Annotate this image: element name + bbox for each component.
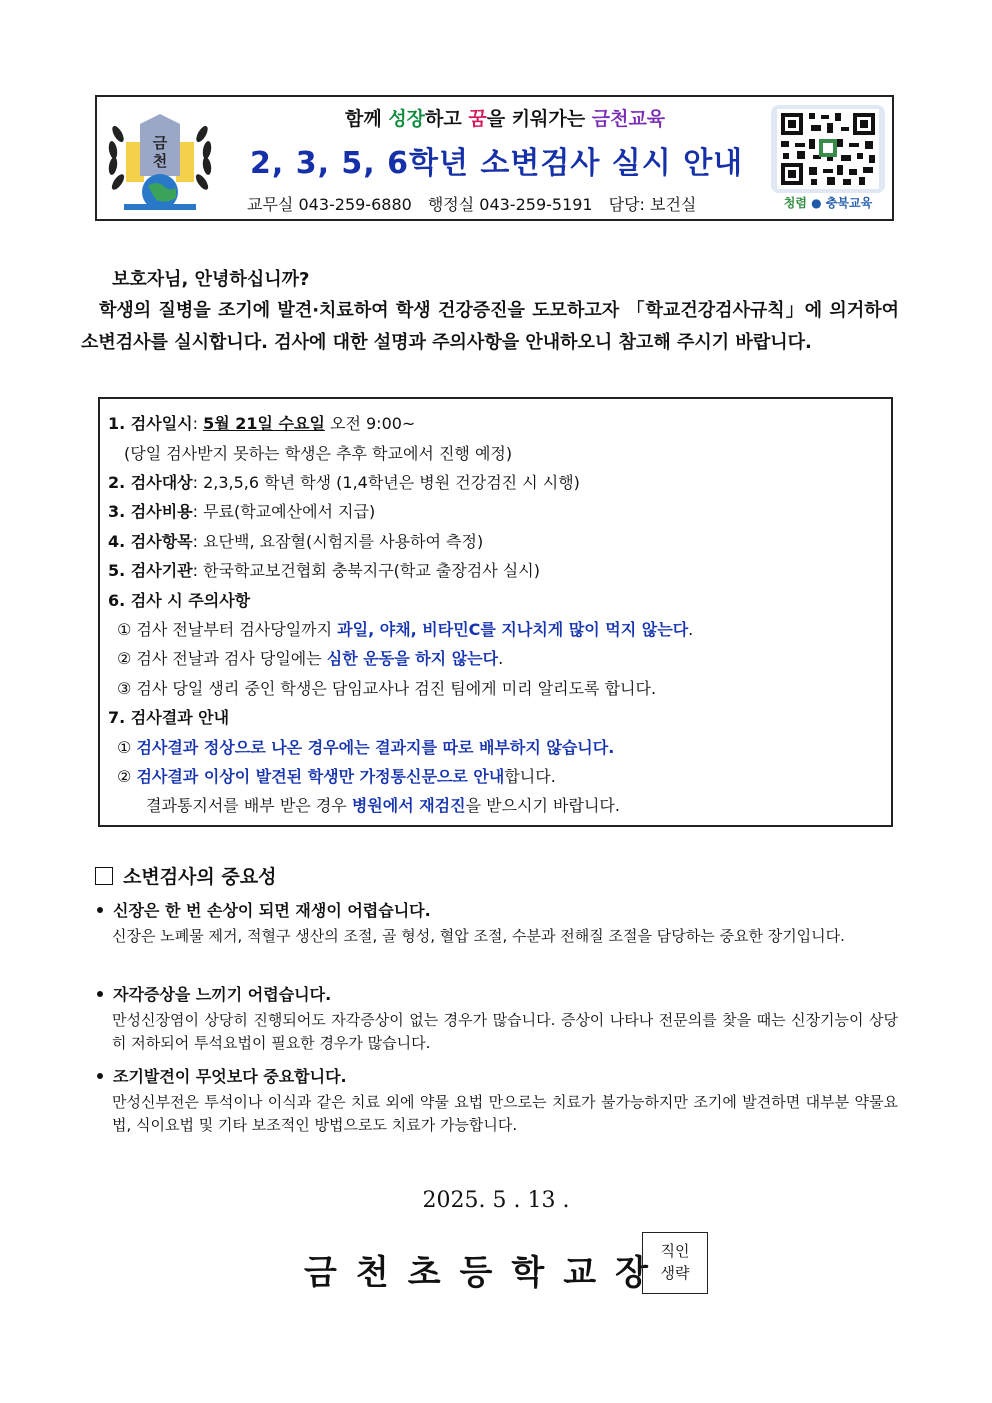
slogan-school: 금천교육: [591, 108, 666, 130]
bullet-icon: [97, 907, 103, 913]
info-agency-value: : 한국학교보건협회 충북지구(학교 출장검사 실시): [192, 561, 540, 580]
info-schedule-time: 오전 9:00~: [324, 414, 416, 433]
contact-admin: 행정실 043-259-5191: [427, 195, 593, 214]
info-precautions-label: 6. 검사 시 주의사항: [108, 591, 251, 610]
precaution-2-end: .: [498, 649, 504, 668]
result-3-text: 결과통지서를 배부 받은 경우: [146, 796, 352, 815]
slogan-dream: 꿈: [468, 108, 487, 130]
info-cost-label: 3. 검사비용: [108, 502, 193, 521]
slogan-part: 을 키워가는: [486, 108, 592, 130]
slogan-growth: 성장: [388, 108, 426, 130]
result-2: [117, 764, 556, 787]
importance-body-3: 만성신부전은 투석이나 이식과 같은 치료 외에 약물 요법 만으로는 치료가 불가능하지만 조기에 발견하면 대부분 약물요법, 식이요법 및 기타 보조적인 방법으로도 치료가 가능합니다.: [112, 1093, 898, 1134]
checkbox-square-icon: [95, 867, 113, 885]
info-schedule-label: 1. 검사일시: [108, 414, 193, 433]
bullet-icon: [97, 991, 103, 997]
info-target: [108, 470, 580, 493]
importance-heading-3: [95, 1064, 347, 1087]
contact-line: [247, 192, 712, 215]
contact-owner: 담당: 보건실: [608, 195, 697, 214]
info-results: [108, 705, 229, 728]
info-target-value: : 2,3,5,6 학년 학생 (1,4학년은 병원 건강검진 시 시행): [192, 473, 580, 492]
info-results-label: 7. 검사결과 안내: [108, 708, 230, 727]
precaution-2-emphasis: 심한 운동을 하지 않는다: [326, 649, 499, 668]
logo-text-top: 금: [152, 134, 168, 152]
result-2-emphasis: 검사결과 이상이 발견된 학생만 가정통신문으로 안내: [136, 767, 505, 786]
seal-line-2: 생략: [660, 1264, 690, 1282]
info-precautions: [108, 588, 250, 611]
slogan-part: 함께: [345, 108, 389, 130]
slogan: [345, 104, 665, 131]
importance-heading-1: [95, 898, 431, 921]
precaution-1-text: ① 검사 전날부터 검사당일까지: [117, 620, 338, 639]
contact-office: 교무실 043-259-6880: [247, 195, 412, 214]
importance-title: [95, 862, 276, 889]
principal-signature: 금천초등학교장: [304, 1253, 667, 1293]
importance-heading-text: 신장은 한 번 손상이 되면 재생이 어렵습니다.: [113, 901, 431, 920]
school-logo: [104, 104, 216, 214]
importance-heading-text: 자각증상을 느끼기 어렵습니다.: [113, 985, 332, 1004]
result-1: [117, 735, 614, 758]
importance-heading-2: [95, 982, 331, 1005]
precaution-2-text: ② 검사 전날과 검사 당일에는: [117, 649, 327, 668]
result-2-num: ②: [117, 767, 137, 786]
importance-title-text: 소변검사의 중요성: [123, 866, 277, 888]
info-target-label: 2. 검사대상: [108, 473, 193, 492]
seal-omitted-box: [642, 1232, 708, 1294]
greeting: 보호자님, 안녕하십니까?: [112, 269, 310, 290]
result-1-emphasis: 검사결과 정상으로 나온 경우에는 결과지를 따로 배부하지 않습니다.: [136, 738, 615, 757]
document-date: 2025. 5 . 13 .: [422, 1188, 570, 1213]
logo-text-bottom: 천: [152, 152, 168, 170]
result-3-end: 을 받으시기 바랍니다.: [465, 796, 620, 815]
info-schedule: [108, 411, 415, 434]
info-items: [108, 529, 483, 552]
info-agency-label: 5. 검사기관: [108, 561, 193, 580]
importance-body-1: 신장은 노폐물 제거, 적혈구 생산의 조절, 골 형성, 혈압 조절, 수분과 전해질 조절을 담당하는 중요한 장기입니다.: [112, 927, 845, 945]
precaution-1-end: .: [688, 620, 694, 639]
info-items-label: 4. 검사항목: [108, 532, 193, 551]
result-1-num: ①: [117, 738, 137, 757]
info-cost-value: : 무료(학교예산에서 지급): [192, 502, 376, 521]
seal-line-1: 직인: [660, 1242, 690, 1260]
precaution-3: ③ 검사 당일 생리 중인 학생은 담임교사나 검진 팀에게 미리 알리도록 합니다.: [117, 679, 657, 698]
qr-caption: 청렴 ● 충북교육: [783, 196, 873, 210]
info-agency: [108, 558, 540, 581]
page-title: 2, 3, 5, 6학년 소변검사 실시 안내: [250, 146, 744, 181]
importance-body-2: 만성신장염이 상당히 진행되어도 자각증상이 없는 경우가 많습니다. 증상이 나타나 전문의를 찾을 때는 신장기능이 상당히 저하되어 투석요법이 필요한 경우가 많습니다.: [112, 1011, 898, 1052]
precaution-2: [117, 646, 503, 669]
precaution-1-emphasis: 과일, 야채, 비타민C를 지나치게 많이 먹지 않는다: [337, 620, 689, 639]
result-2-end: 합니다.: [504, 767, 556, 786]
intro-paragraph: 학생의 질병을 조기에 발견·치료하여 학생 건강증진을 도모하고자 「학교건강검사규칙」에 의거하여 소변검사를 실시합니다. 검사에 대한 설명과 주의사항을 안내하오니 참고해 주시기 바랍니다.: [81, 300, 899, 353]
importance-heading-text: 조기발견이 무엇보다 중요합니다.: [113, 1067, 347, 1086]
qr-code-icon: [771, 105, 885, 193]
bullet-icon: [97, 1073, 103, 1079]
qr-caption-office: 충북교육: [825, 196, 873, 210]
info-colon: :: [192, 414, 204, 433]
precaution-1: [117, 617, 693, 640]
result-3: [146, 793, 620, 816]
info-schedule-note: (당일 검사받지 못하는 학생은 추후 학교에서 진행 예정): [124, 444, 513, 463]
qr-caption-integrity: 청렴: [783, 196, 807, 210]
info-schedule-date: 5월 21일 수요일: [203, 414, 325, 433]
info-cost: [108, 499, 375, 522]
slogan-part: 하고: [425, 108, 469, 130]
info-items-value: : 요단백, 요잠혈(시험지를 사용하여 측정): [192, 532, 484, 551]
result-3-emphasis: 병원에서 재검진: [351, 796, 466, 815]
